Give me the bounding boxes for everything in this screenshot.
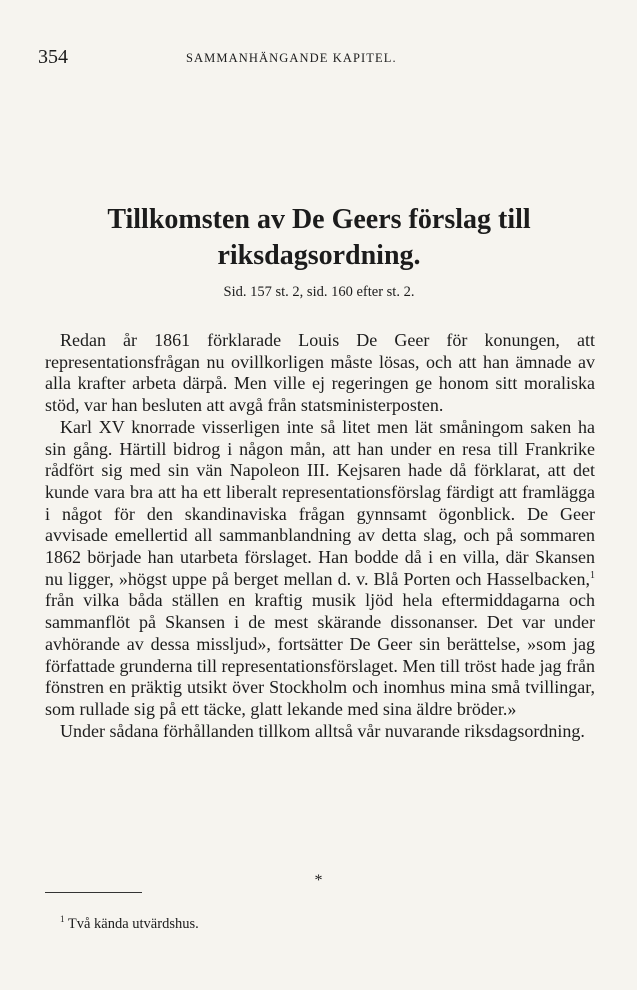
chapter-reference: Sid. 157 st. 2, sid. 160 efter st. 2.	[223, 284, 415, 300]
running-title: SAMMANHÄNGANDE KAPITEL.	[186, 51, 397, 65]
paragraph-2	[45, 417, 595, 721]
paragraph-2-part-2: från vilka båda ställen en kraftig musik ljöd hela eftermiddagarna och sammanflöt på Skansen i de mest skärande dissonanser. Det var under avhörande av dessa missljud», fortsätter De Geer sin berättelse, »som jag författade grunderna till representationsförslaget. Men till tröst hade jag från fönstren en präktig utsikt över Stockholm och inomhus mina små tvillingar, som rullade sig på ett täcke, glatt lekande med sina äldre bröder.»	[45, 590, 595, 719]
footnote-text: Två kända utvärdshus.	[64, 915, 199, 932]
paragraph-1: Redan år 1861 förklarade Louis De Geer för konungen, att representationsfrågan nu ovillkorligen måste lösas, och att han ämnade av alla krafter arbeta därpå. Men ville ej regeringen ge honom sitt moraliska stöd, var han besluten att avgå från statsministerposten.	[45, 330, 595, 416]
body-text	[45, 330, 595, 742]
footnote-marker: 1	[60, 914, 65, 924]
paragraph-3: Under sådana förhållanden tillkom alltså vår nuvarande riksdagsordning.	[60, 720, 585, 741]
page-number: 354	[38, 46, 68, 68]
page-header	[38, 46, 598, 70]
footnote-reference: 1	[590, 569, 595, 581]
footnote	[60, 914, 199, 933]
section-separator: *	[314, 872, 323, 889]
paragraph-2-part-1: Karl XV knorrade visserligen inte så litet men lät småningom saken ha sin gång. Härtill bidrog i någon mån, att han under en resa till Frankrike rådfört sig med sin vän Napoleon III. Kejsaren hade då förklarat, att det kunde vara bra att ha ett liberalt representationsförslag färdigt att framlägga i något för den skandinaviska frågan gynnsamt ögonblick. De Geer avvisade emellertid all sammanblandning av detta slag, och på sommaren 1862 började han utarbeta förslaget. Han bodde då i en villa, där Skansen nu ligger, »högst uppe på berget mellan d. v. Blå Porten och Hasselbacken,	[45, 416, 595, 589]
footnote-rule	[45, 892, 142, 893]
chapter-title: Tillkomsten av De Geers förslag till riksdagsordning.	[107, 204, 531, 271]
